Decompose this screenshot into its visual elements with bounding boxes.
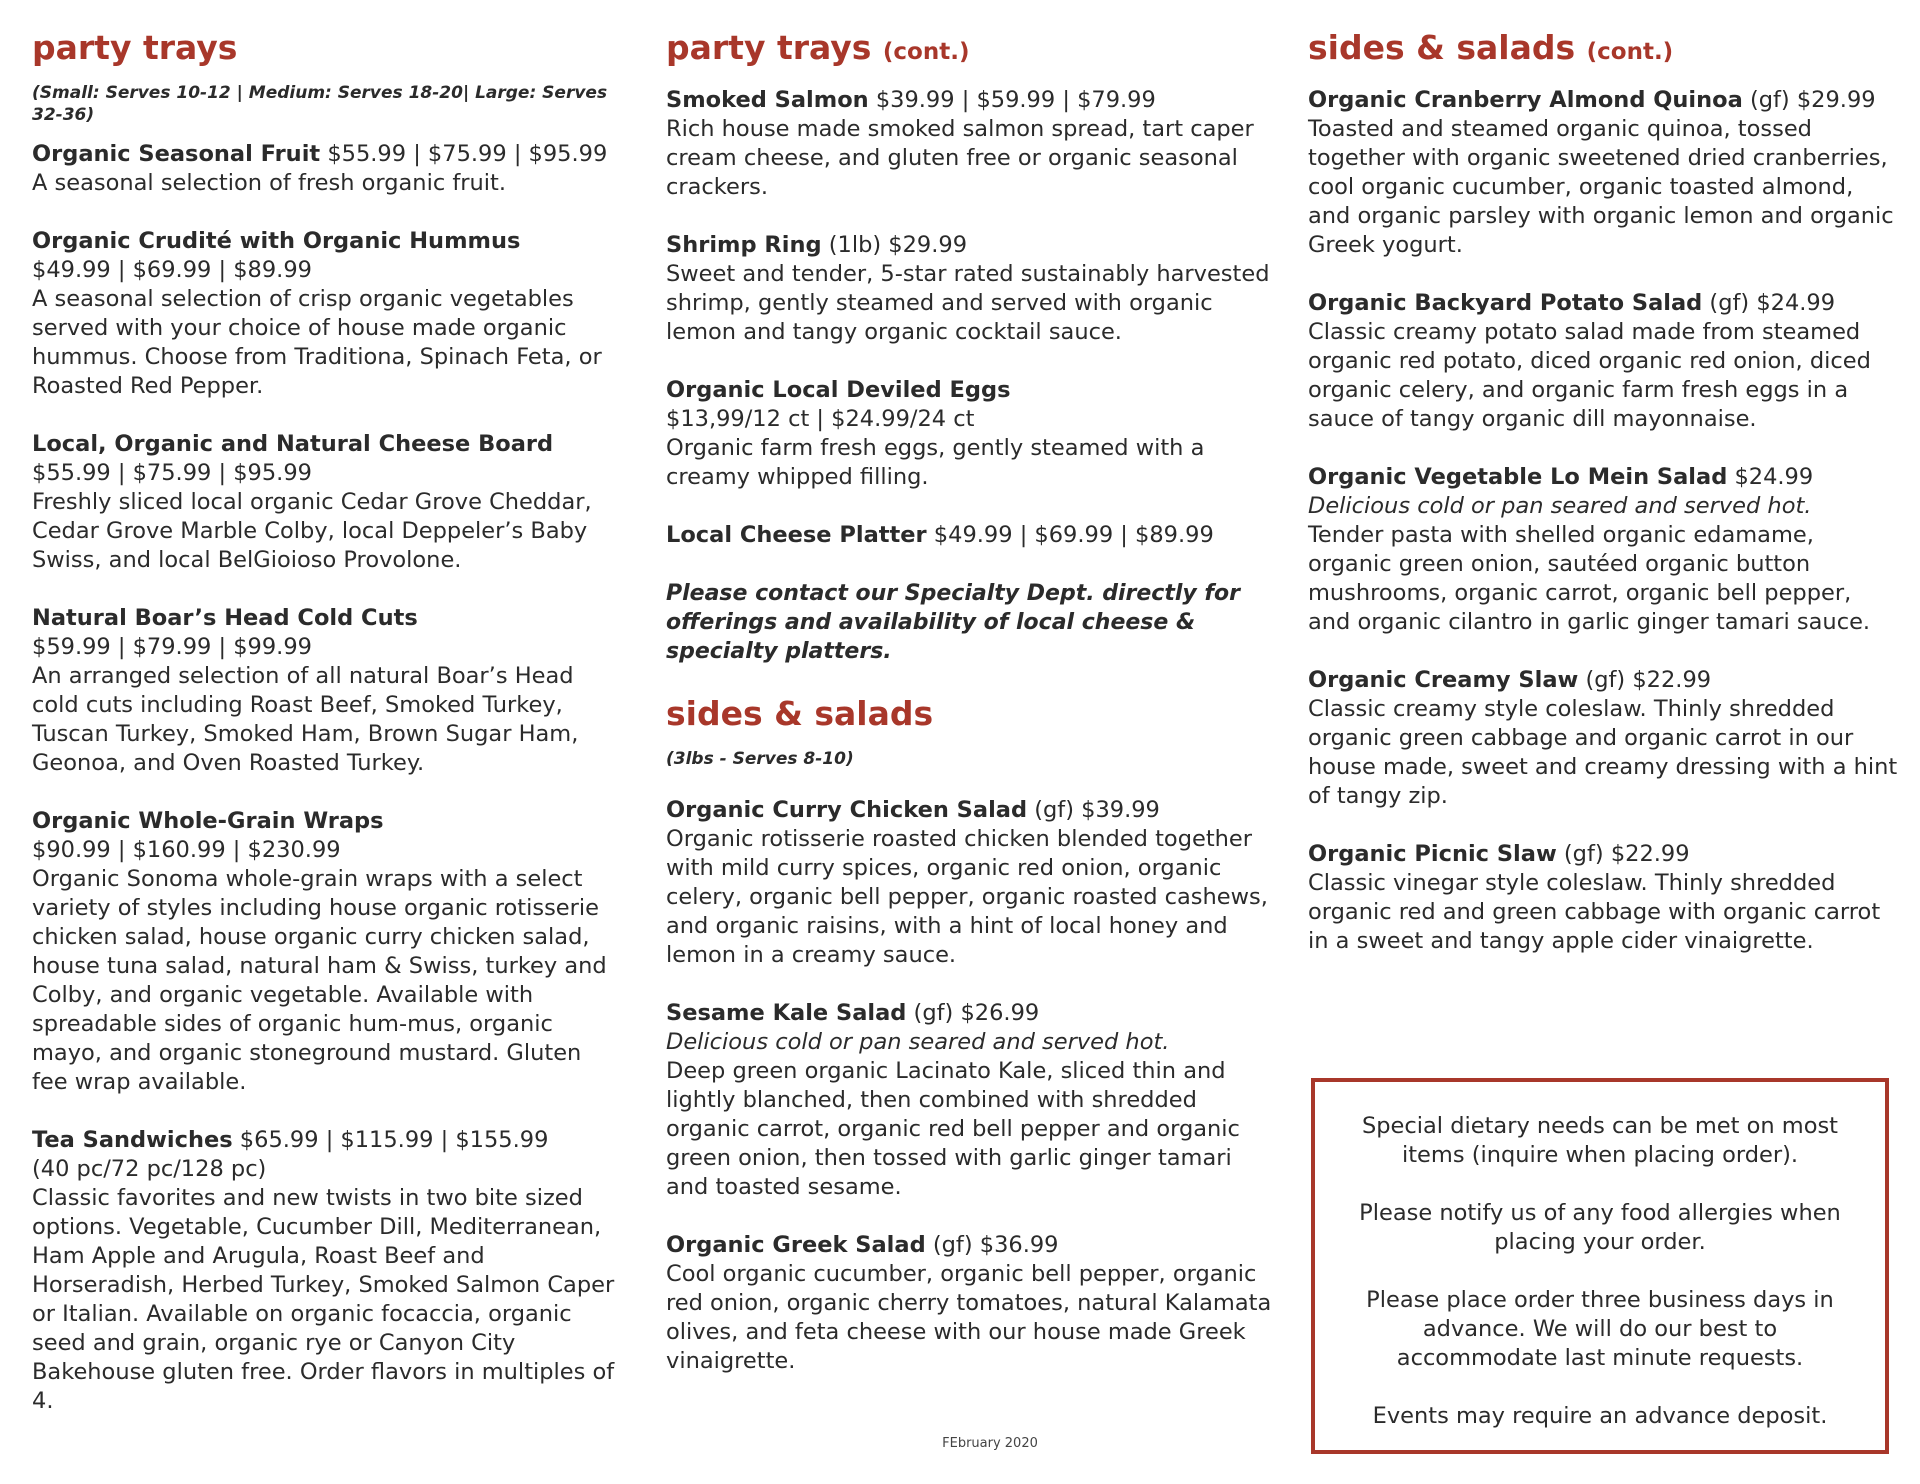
item-description: Deep green organic Lacinato Kale, sliced thin and lightly blanched, then combined with shredded organic carrot, organic red bell pepper and organic green onion, then tossed with garlic ginger tamari and toasted sesame. (666, 1058, 1240, 1200)
heading-text: party trays (666, 28, 872, 67)
menu-item (666, 999, 1276, 1202)
item-piece-count: (40 pc/72 pc/128 pc) (32, 1156, 267, 1182)
menu-item (1308, 289, 1900, 434)
item-description: Rich house made smoked salmon spread, tart caper cream cheese, and gluten free or organic seasonal crackers. (666, 116, 1254, 200)
notice-allergies: Please notify us of any food allergies when placing your order. (1359, 1200, 1841, 1255)
notice-advance-order: Please place order three business days in advance. We will do our best to accommodate last minute requests. (1366, 1287, 1834, 1371)
item-description: A seasonal selection of crisp organic vegetables served with your choice of house made organic hummus. Choose from Traditiona, Spinach Feta, or Roasted Red Pepper. (32, 286, 602, 399)
item-name: Shrimp Ring (666, 232, 822, 258)
item-price: (gf) $24.99 (1702, 290, 1836, 316)
item-price: $90.99 | $160.99 | $230.99 (32, 837, 341, 863)
menu-item (666, 521, 1276, 550)
menu-item (666, 231, 1276, 347)
menu-item (666, 86, 1276, 202)
menu-item (1308, 86, 1900, 260)
column-party-trays-cont (666, 26, 1276, 1405)
item-price: (1lb) $29.99 (821, 232, 968, 258)
item-description: Toasted and steamed organic quinoa, tossed together with organic sweetened dried cranberries, cool organic cucumber, organic toasted almond, and organic parsley with organic lemon and organic Greek yogurt. (1308, 116, 1894, 258)
item-name: Organic Cranberry Almond Quinoa (1308, 87, 1743, 113)
footer-date: FEbruary 2020 (942, 1436, 1038, 1451)
item-description: A seasonal selection of fresh organic fruit. (32, 170, 506, 196)
item-price: $13,99/12 ct | $24.99/24 ct (666, 406, 975, 432)
serving-note: (Small: Serves 10-12 | Medium: Serves 18-20| Large: Serves 32-36) (32, 83, 608, 125)
menu-item (1308, 463, 1900, 637)
item-price: (gf) $39.99 (1027, 797, 1160, 823)
item-name: Organic Crudité with Organic Hummus (32, 228, 521, 254)
item-description: Classic creamy potato salad made from steamed organic red potato, diced organic red onion, diced organic celery, and organic farm fresh eggs in a sauce of tangy organic dill mayonnaise. (1308, 319, 1871, 432)
item-name: Organic Greek Salad (666, 1232, 926, 1258)
item-name: Organic Curry Chicken Salad (666, 797, 1028, 823)
item-name: Organic Seasonal Fruit (32, 141, 321, 167)
item-description: Sweet and tender, 5-star rated sustainably harvested shrimp, gently steamed and served with organic lemon and tangy organic cocktail sauce. (666, 261, 1270, 345)
column-sides-salads-cont (1308, 26, 1900, 985)
item-price: $65.99 | $115.99 | $155.99 (232, 1127, 549, 1153)
menu-item (666, 1231, 1276, 1376)
section-heading: party trays (32, 28, 238, 67)
item-name: Smoked Salmon (666, 87, 869, 113)
item-description: Organic rotisserie roasted chicken blended together with mild curry spices, organic red onion, organic celery, organic bell pepper, organic roasted cashews, and organic raisins, with a hint of local honey and lemon in a creamy sauce. (666, 826, 1268, 968)
menu-item (32, 140, 622, 198)
item-name: Organic Backyard Potato Salad (1308, 290, 1703, 316)
item-name: Organic Vegetable Lo Mein Salad (1308, 464, 1728, 490)
section-heading (666, 26, 1276, 74)
heading-text: sides & salads (1308, 28, 1576, 67)
item-price: (gf) $22.99 (1556, 841, 1690, 867)
item-serving-note: Delicious cold or pan seared and served hot. (666, 1029, 1170, 1055)
item-price: $24.99 (1727, 464, 1814, 490)
item-description: Classic vinegar style coleslaw. Thinly shredded organic red and green cabbage with organic carrot in a sweet and tangy apple cider vinaigrette. (1308, 870, 1881, 954)
item-name: Local, Organic and Natural Cheese Board (32, 431, 554, 457)
item-description: Tender pasta with shelled organic edamame, organic green onion, sautéed organic button mushrooms, organic carrot, organic bell pepper, and organic cilantro in garlic ginger tamari sauce. (1308, 522, 1871, 635)
item-price: $49.99 | $69.99 | $89.99 (926, 522, 1214, 548)
item-price: $55.99 | $75.99 | $95.99 (320, 141, 608, 167)
item-price: (gf) $26.99 (906, 1000, 1040, 1026)
item-price: $49.99 | $69.99 | $89.99 (32, 257, 312, 283)
item-name: Organic Local Deviled Eggs (666, 377, 1011, 403)
heading-cont: (cont.) (882, 39, 970, 65)
menu-item (32, 1126, 622, 1416)
item-price: $55.99 | $75.99 | $95.99 (32, 460, 312, 486)
section-heading: sides & salads (666, 694, 934, 733)
item-description: Classic favorites and new twists in two bite sized options. Vegetable, Cucumber Dill, Mediterranean, Ham Apple and Arugula, Roast Beef and Horseradish, Herbed Turkey, Smoked Salmon Caper or Italian. Available on organic focaccia, organic seed and grain, organic rye or Canyon City Bakehouse gluten free. Order flavors in multiples of 4. (32, 1185, 615, 1414)
section-heading (1308, 26, 1900, 74)
menu-item (1308, 840, 1900, 956)
heading-cont: (cont.) (1586, 39, 1674, 65)
column-party-trays (32, 26, 622, 1445)
item-name: Organic Whole-Grain Wraps (32, 808, 384, 834)
item-name: Organic Creamy Slaw (1308, 667, 1579, 693)
item-serving-note: Delicious cold or pan seared and served hot. (1308, 493, 1812, 519)
menu-item (32, 807, 622, 1097)
item-description: Classic creamy style coleslaw. Thinly shredded organic green cabbage and organic carrot in our house made, sweet and creamy dressing with a hint of tangy zip. (1308, 696, 1898, 809)
menu-item (666, 376, 1276, 492)
item-price: $39.99 | $59.99 | $79.99 (868, 87, 1156, 113)
serving-note: (3lbs - Serves 8-10) (666, 749, 854, 769)
item-name: Sesame Kale Salad (666, 1000, 907, 1026)
menu-item (32, 604, 622, 778)
item-description: Organic Sonoma whole-grain wraps with a select variety of styles including house organic rotisserie chicken salad, house organic curry chicken salad, house tuna salad, natural ham & Swiss, turkey and Colby, and organic vegetable. Available with spreadable sides of organic hum-mus, organic mayo, and organic stoneground mustard. Gluten fee wrap available. (32, 866, 607, 1095)
item-description: Organic farm fresh eggs, gently steamed with a creamy whipped filling. (666, 435, 1205, 490)
menu-item (666, 796, 1276, 970)
item-name: Local Cheese Platter (666, 522, 927, 548)
item-name: Organic Picnic Slaw (1308, 841, 1557, 867)
item-price: $59.99 | $79.99 | $99.99 (32, 634, 312, 660)
menu-item (32, 227, 622, 401)
item-price: (gf) $22.99 (1578, 667, 1712, 693)
item-price: (gf) $29.99 (1742, 87, 1876, 113)
item-description: An arranged selection of all natural Boar’s Head cold cuts including Roast Beef, Smoked Turkey, Tuscan Turkey, Smoked Ham, Brown Sugar Ham, Geonoa, and Oven Roasted Turkey. (32, 663, 579, 776)
item-description: Freshly sliced local organic Cedar Grove Cheddar, Cedar Grove Marble Colby, local Deppeler’s Baby Swiss, and local BelGioioso Provolone. (32, 489, 592, 573)
notice-deposit: Events may require an advance deposit. (1372, 1403, 1828, 1429)
menu-item (1308, 666, 1900, 811)
item-price: (gf) $36.99 (925, 1232, 1059, 1258)
item-description: Cool organic cucumber, organic bell pepper, organic red onion, organic cherry tomatoes, natural Kalamata olives, and feta cheese with our house made Greek vinaigrette. (666, 1261, 1272, 1374)
menu-item (32, 430, 622, 575)
notice-dietary: Special dietary needs can be met on most items (inquire when placing order). (1361, 1113, 1838, 1168)
ordering-notice-box (1311, 1078, 1889, 1454)
item-name: Tea Sandwiches (32, 1127, 233, 1153)
contact-note: Please contact our Specialty Dept. directly for offerings and availability of local cheese & specialty platters. (666, 581, 1240, 664)
item-name: Natural Boar’s Head Cold Cuts (32, 605, 418, 631)
